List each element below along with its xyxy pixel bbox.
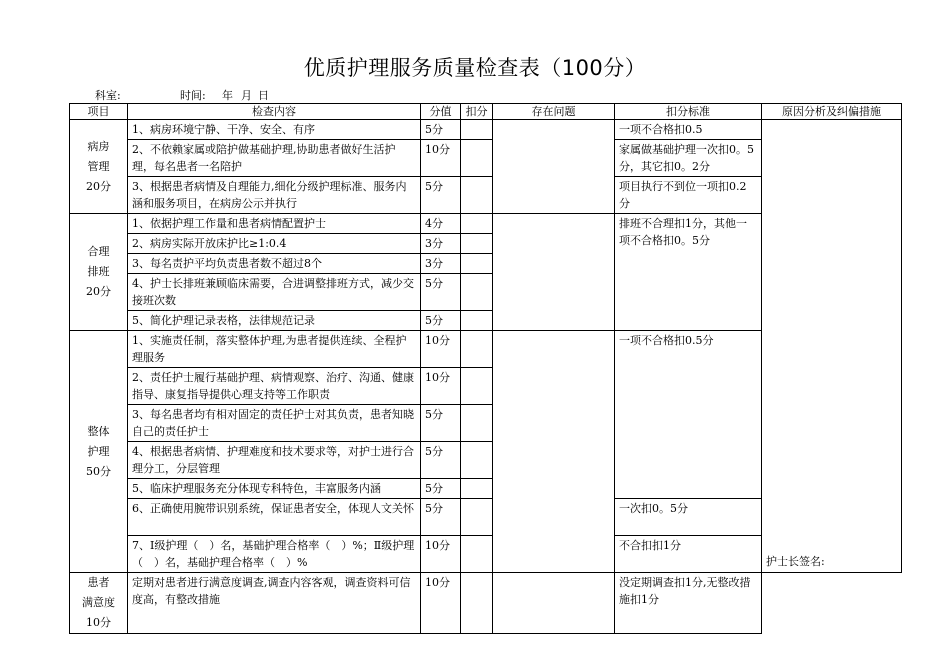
score-value: 10分: [421, 331, 461, 368]
deduction-cell[interactable]: [461, 479, 493, 499]
category-line: 排班: [87, 265, 110, 278]
deduction-cell[interactable]: [461, 311, 493, 331]
category-line: 满意度: [82, 596, 115, 609]
year-label: 年: [222, 89, 233, 102]
check-content: 2、病房实际开放床护比≥1:0.4: [128, 234, 421, 254]
check-content: 4、护士长排班兼顾临床需要，合进调整排班方式，减少交接班次数: [128, 274, 421, 311]
check-content: 1、实施责任制，落实整体护理,为患者提供连续、全程护理服务: [128, 331, 421, 368]
check-content: 1、病房环境宁静、干净、安全、有序: [128, 120, 421, 140]
category-score: 10分: [86, 616, 111, 629]
deduction-cell[interactable]: [461, 140, 493, 177]
category-scheduling: [70, 214, 128, 331]
deduction-standard: 项目执行不到位一项扣0.2分: [615, 177, 762, 214]
score-value: 10分: [421, 573, 461, 634]
check-content: 3、每名患者均有相对固定的责任护士对其负责，患者知晓自己的责任护士: [128, 405, 421, 442]
check-content: 3、每名责护平均负责患者数不超过8个: [128, 254, 421, 274]
deduction-cell[interactable]: [461, 368, 493, 405]
header-deduction-standard: 扣分标准: [615, 104, 762, 120]
head-nurse-signature: 护士长签名:: [766, 554, 825, 568]
day-label: 日: [258, 89, 269, 102]
deduction-standard: 没定期调查扣1分,无整改措施扣1分: [615, 573, 762, 634]
deduction-cell[interactable]: [461, 177, 493, 214]
category-score: 20分: [86, 285, 111, 298]
score-value: 5分: [421, 479, 461, 499]
category-line: 管理: [87, 159, 110, 173]
category-line: 整体: [87, 424, 110, 438]
check-content: 1、依据护理工作量和患者病情配置护士: [128, 214, 421, 234]
header-score: 分值: [421, 104, 461, 120]
category-ward-management: [70, 120, 128, 214]
header-row: [70, 104, 902, 120]
check-content: 3、根据患者病情及自理能力,细化分级护理标准、服务内涵和服务项目，在病房公示并执行: [128, 177, 421, 214]
check-content: 2、责任护士履行基础护理、病情观察、治疗、沟通、健康指导、康复指导提供心理支持等工作职责: [128, 368, 421, 405]
check-content: 5、简化护理记录表格，法律规范记录: [128, 311, 421, 331]
deduction-standard: 排班不合理扣1分，其他一项不合格扣0。5分: [615, 214, 762, 331]
deduction-cell[interactable]: [461, 234, 493, 254]
time-label: 时间:: [180, 89, 206, 102]
problems-cell[interactable]: [493, 331, 615, 573]
score-value: 5分: [421, 499, 461, 536]
score-value: 3分: [421, 234, 461, 254]
score-value: 3分: [421, 254, 461, 274]
deduction-cell[interactable]: [461, 120, 493, 140]
deduction-cell[interactable]: [461, 573, 493, 634]
score-value: 5分: [421, 442, 461, 479]
inspection-table: [69, 103, 902, 634]
check-content: 7、Ⅰ级护理（ ）名，基础护理合格率（ ）%；Ⅱ级护理（ ）名，基础护理合格率（ ）%: [128, 536, 421, 573]
table-row: [70, 573, 902, 634]
score-value: 5分: [421, 311, 461, 331]
category-score: 50分: [86, 464, 111, 478]
check-content: 4、根据患者病情、护理难度和技术要求等，对护士进行合理分工，分层管理: [128, 442, 421, 479]
problems-cell[interactable]: [493, 573, 615, 634]
deduction-cell[interactable]: [461, 499, 493, 536]
table-row: [70, 120, 902, 140]
deduction-cell[interactable]: [461, 405, 493, 442]
deduction-standard: 一次扣0。5分: [615, 499, 762, 536]
check-content: 6、正确使用腕带识别系统，保证患者安全，体现人文关怀: [128, 499, 421, 536]
deduction-standard: 不合扣扣1分: [615, 536, 762, 573]
category-line: 护理: [87, 444, 110, 458]
score-value: 10分: [421, 140, 461, 177]
deduction-standard: 家属做基础护理一次扣0。5分，其它扣0。2分: [615, 140, 762, 177]
deduction-cell[interactable]: [461, 331, 493, 368]
deduction-standard: 一项不合格扣0.5分: [615, 331, 762, 499]
problems-cell[interactable]: [493, 214, 615, 331]
department-label: 科室:: [95, 89, 121, 102]
header-cause-analysis: 原因分析及纠偏措施: [762, 104, 902, 120]
check-content: 2、不依赖家属或陪护做基础护理,协助患者做好生活护理，每名患者一名陪护: [128, 140, 421, 177]
category-score: 20分: [86, 179, 111, 193]
score-value: 10分: [421, 368, 461, 405]
header-item: 项目: [70, 104, 128, 120]
category-line: 病房: [87, 139, 110, 153]
category-holistic-care: [70, 331, 128, 573]
category-patient-satisfaction: [70, 573, 128, 634]
category-line: 合理: [87, 245, 110, 258]
deduction-cell[interactable]: [461, 254, 493, 274]
score-value: 4分: [421, 214, 461, 234]
check-content: 定期对患者进行满意度调查,调查内容客观，调查资料可信度高，有整改措施: [128, 573, 421, 634]
score-value: 5分: [421, 120, 461, 140]
check-content: 5、临床护理服务充分体现专科特色，丰富服务内涵: [128, 479, 421, 499]
month-label: 月: [241, 89, 252, 102]
deduction-cell[interactable]: [461, 536, 493, 573]
score-value: 5分: [421, 274, 461, 311]
score-value: 10分: [421, 536, 461, 573]
deduction-cell[interactable]: [461, 274, 493, 311]
header-problems: 存在问题: [493, 104, 615, 120]
problems-cell[interactable]: [493, 120, 615, 214]
header-content: 检查内容: [128, 104, 421, 120]
cause-analysis-cell[interactable]: [762, 120, 902, 573]
score-value: 5分: [421, 405, 461, 442]
deduction-standard: 一项不合格扣0.5: [615, 120, 762, 140]
deduction-cell[interactable]: [461, 214, 493, 234]
category-line: 患者: [87, 576, 110, 589]
deduction-cell[interactable]: [461, 442, 493, 479]
header-deduction: 扣分: [461, 104, 493, 120]
page-title: 优质护理服务质量检查表（100分）: [303, 56, 647, 80]
score-value: 5分: [421, 177, 461, 214]
